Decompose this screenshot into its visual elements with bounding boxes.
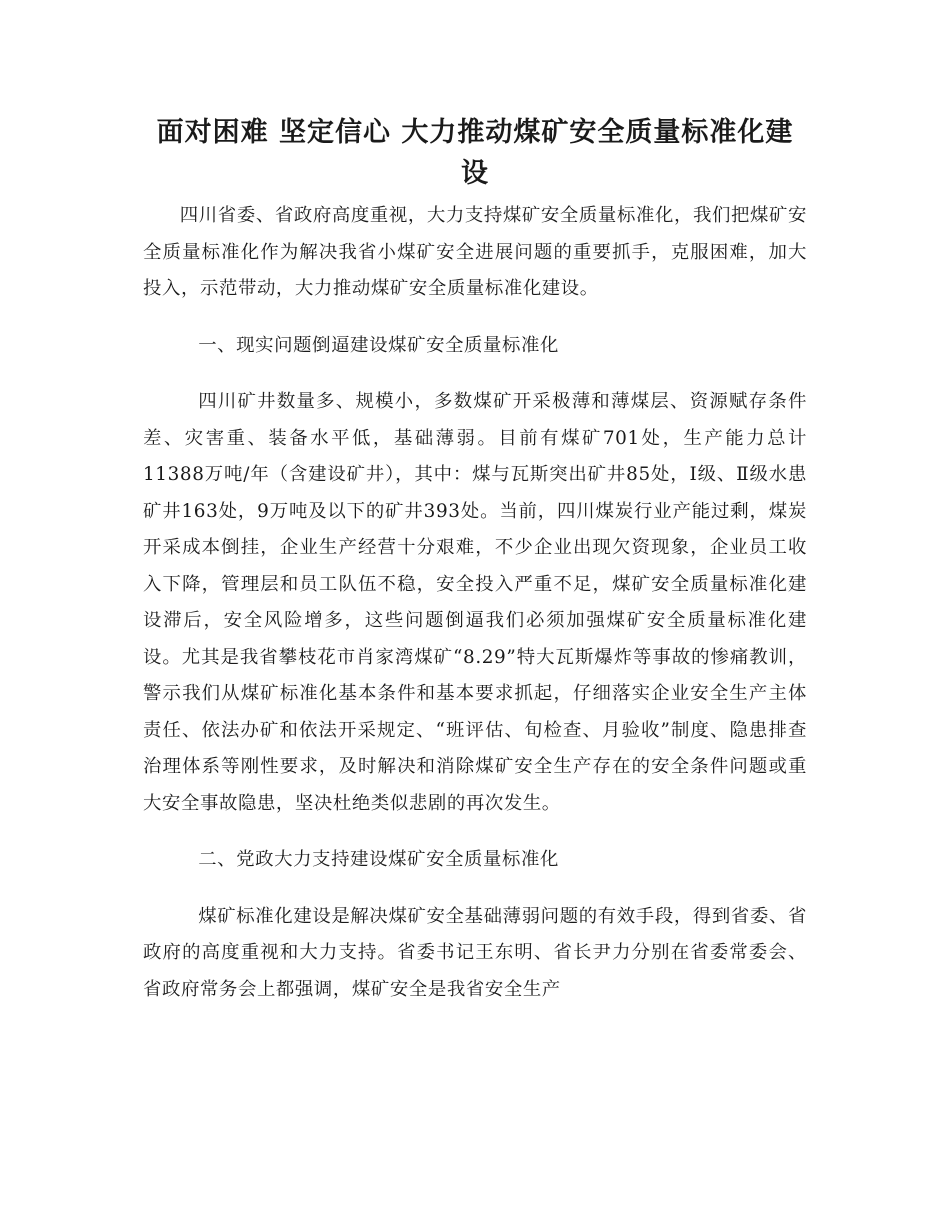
section-heading-2: 二、党政大力支持建设煤矿安全质量标准化 <box>198 849 560 870</box>
section-2-paragraph: 煤矿标准化建设是解决煤矿安全基础薄弱问题的有效手段，得到省委、省政府的高度重视和大力支持。省委书记王东明、省长尹力分别在省委常委会、省政府常务会上都强调，煤矿安全是我省安全生产 <box>143 905 807 1000</box>
document-title: 面对困难 坚定信心 大力推动煤矿安全质量标准化建设 <box>156 117 794 189</box>
document-page <box>143 112 807 1008</box>
section-heading-1: 一、现实问题倒逼建设煤矿安全质量标准化 <box>198 334 560 356</box>
section-1-paragraph: 四川矿井数量多、规模小，多数煤矿开采极薄和薄煤层、资源赋存条件差、灾害重、装备水平低，基础薄弱。目前有煤矿701处，生产能力总计11388万吨/年（含建设矿井），其中：煤与瓦斯突出矿井85处，Ⅰ级、Ⅱ级水患矿井163处，9万吨及以下的矿井393处。当前，四川煤炭行业产能过剩，煤炭开采成本倒挂，企业生产经营十分艰难，不少企业出现欠资现象，企业员工收入下降，管理层和员工队伍不稳，安全投入严重不足，煤矿安全质量标准化建设滞后，安全风险增多，这些问题倒逼我们必须加强煤矿安全质量标准化建设。尤其是我省攀枝花市肖家湾煤矿“8.29”特大瓦斯爆炸等事故的惨痛教训，警示我们从煤矿标准化基本条件和基本要求抓起，仔细落实企业安全生产主体责任、依法办矿和依法开采规定、“班评估、旬检查、月验收”制度、隐患排查治理体系等刚性要求，及时解决和消除煤矿安全生产存在的安全条件问题或重大安全事故隐患，坚决杜绝类似悲剧的再次发生。 <box>143 391 807 814</box>
intro-paragraph: 四川省委、省政府高度重视，大力支持煤矿安全质量标准化，我们把煤矿安全质量标准化作为解决我省小煤矿安全进展问题的重要抓手，克服困难，加大投入，示范带动，大力推动煤矿安全质量标准化建设。 <box>143 205 807 299</box>
